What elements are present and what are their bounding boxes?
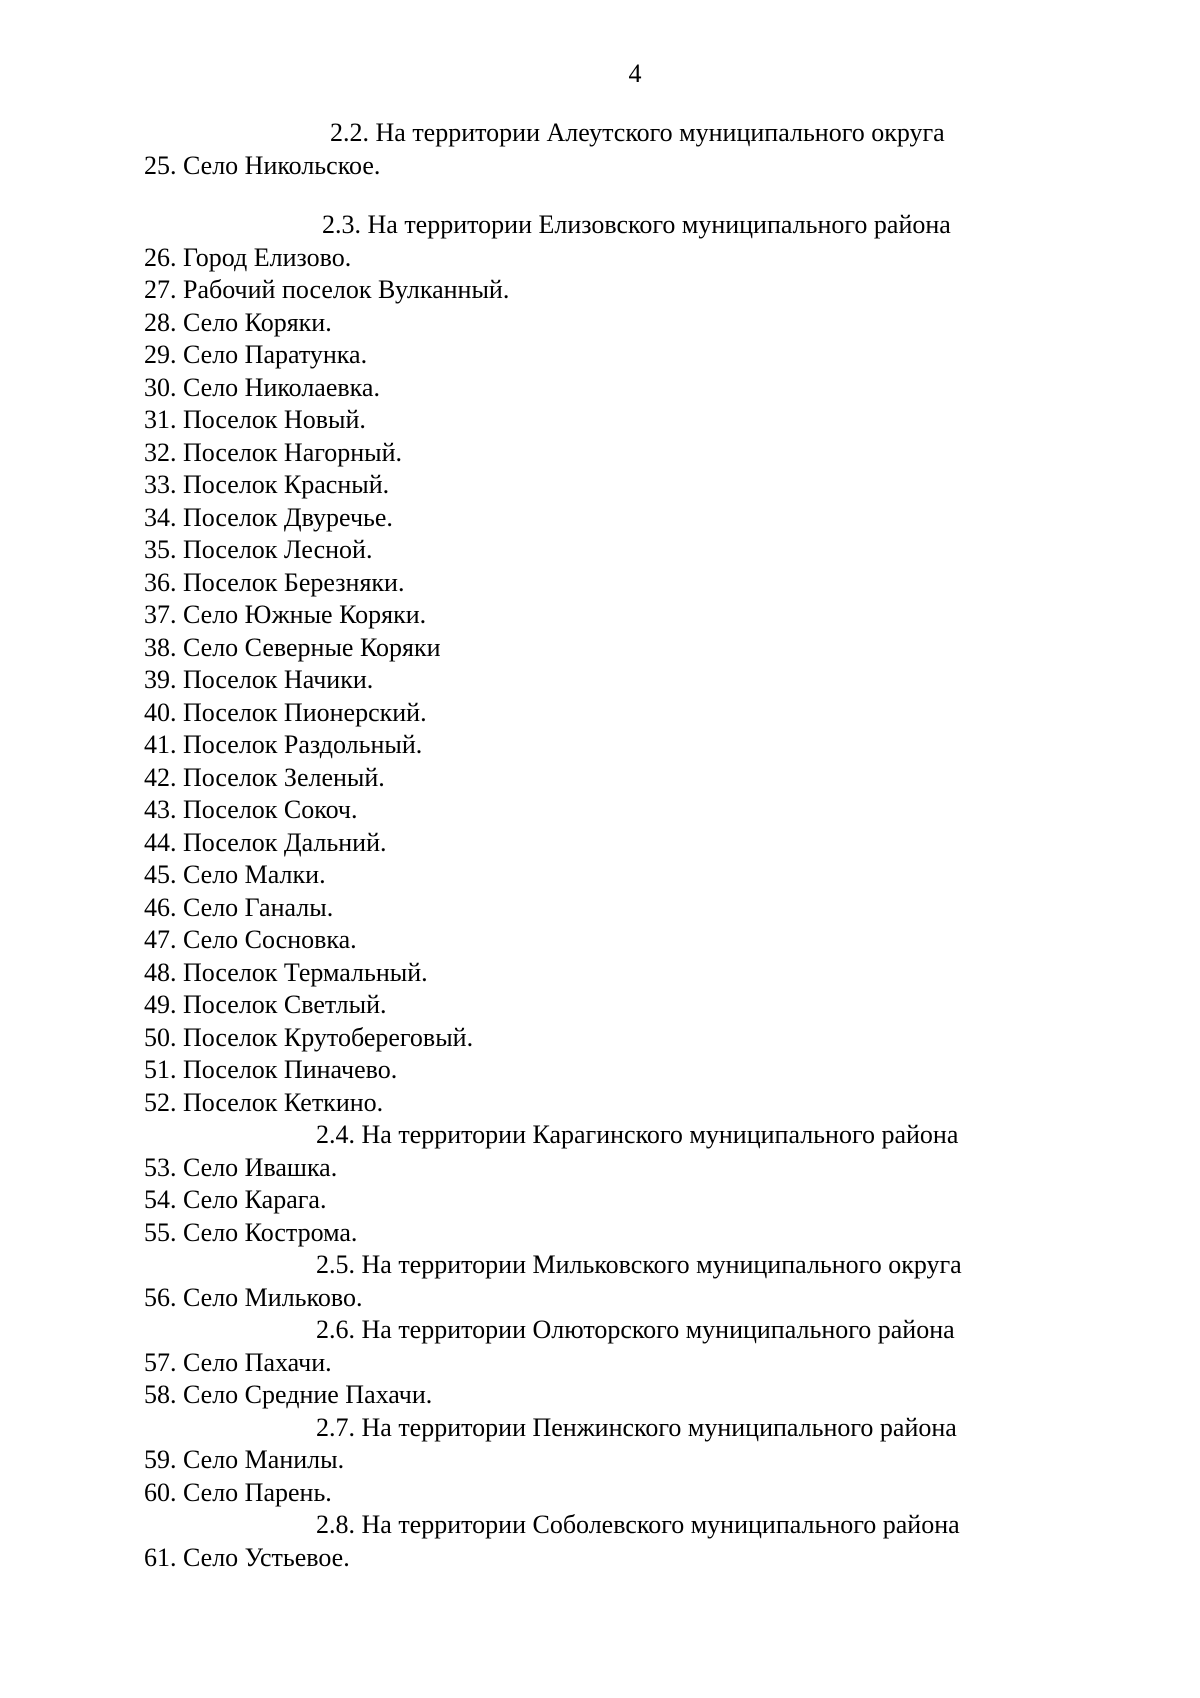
list-item: 26. Город Елизово.: [144, 242, 352, 272]
page-number: 4: [628, 59, 642, 88]
list-item: 27. Рабочий поселок Вулканный.: [144, 275, 510, 304]
list-item: 59. Село Манилы.: [144, 1445, 345, 1474]
list-item: 34. Поселок Двуречье.: [144, 502, 393, 532]
list-item: 47. Село Сосновка.: [144, 925, 357, 954]
list-item: 50. Поселок Крутобереговый.: [144, 1022, 474, 1052]
section-heading: 2.2. На территории Алеутского муниципального округа: [330, 118, 945, 147]
list-item: 41. Поселок Раздольный.: [144, 730, 423, 759]
list-item: 57. Село Пахачи.: [144, 1347, 332, 1377]
list-item: 29. Село Паратунка.: [144, 340, 368, 369]
list-item: 60. Село Парень.: [144, 1477, 332, 1507]
list-item: 39. Поселок Начики.: [144, 665, 374, 694]
list-item: 51. Поселок Пиначево.: [144, 1055, 398, 1084]
section-heading: 2.4. На территории Карагинского муниципального района: [316, 1120, 959, 1149]
section-heading: 2.8. На территории Соболевского муниципального района: [316, 1510, 960, 1539]
list-item: 32. Поселок Нагорный.: [144, 437, 403, 467]
section-heading: 2.3. На территории Елизовского муниципального района: [322, 210, 951, 239]
list-item: 52. Поселок Кеткино.: [144, 1087, 384, 1117]
list-item: 46. Село Ганалы.: [144, 892, 334, 922]
list-item: 56. Село Мильково.: [144, 1282, 363, 1312]
section-heading: 2.7. На территории Пенжинского муниципального района: [316, 1412, 957, 1442]
list-item: 36. Поселок Березняки.: [144, 567, 405, 597]
list-item: 58. Село Средние Пахачи.: [144, 1380, 433, 1409]
list-item: 31. Поселок Новый.: [144, 405, 366, 434]
list-item: 54. Село Карага.: [144, 1185, 327, 1214]
list-item: 49. Поселок Светлый.: [144, 990, 387, 1019]
list-item: 45. Село Малки.: [144, 860, 326, 889]
list-item: 25. Село Никольское.: [144, 150, 381, 180]
list-item: 33. Поселок Красный.: [144, 470, 390, 499]
list-item: 43. Поселок Сокоч.: [144, 795, 358, 824]
section-heading: 2.5. На территории Мильковского муниципального округа: [316, 1250, 962, 1279]
list-item: 48. Поселок Термальный.: [144, 957, 428, 987]
list-item: 37. Село Южные Коряки.: [144, 600, 427, 629]
list-item: 30. Село Николаевка.: [144, 372, 380, 402]
list-item: 35. Поселок Лесной.: [144, 535, 373, 564]
list-item: 53. Село Ивашка.: [144, 1152, 338, 1182]
list-item: 28. Село Коряки.: [144, 307, 332, 337]
list-item: 55. Село Кострома.: [144, 1217, 358, 1247]
list-item: 38. Село Северные Коряки: [144, 632, 441, 662]
section-heading: 2.6. На территории Олюторского муниципального района: [316, 1315, 955, 1344]
list-item: 61. Село Устьевое.: [144, 1542, 350, 1572]
list-item: 40. Поселок Пионерский.: [144, 697, 427, 727]
section-spacer: [144, 182, 1144, 209]
list-item: 42. Поселок Зеленый.: [144, 762, 385, 792]
document-content: [144, 117, 1144, 1574]
list-item: 44. Поселок Дальний.: [144, 827, 387, 857]
